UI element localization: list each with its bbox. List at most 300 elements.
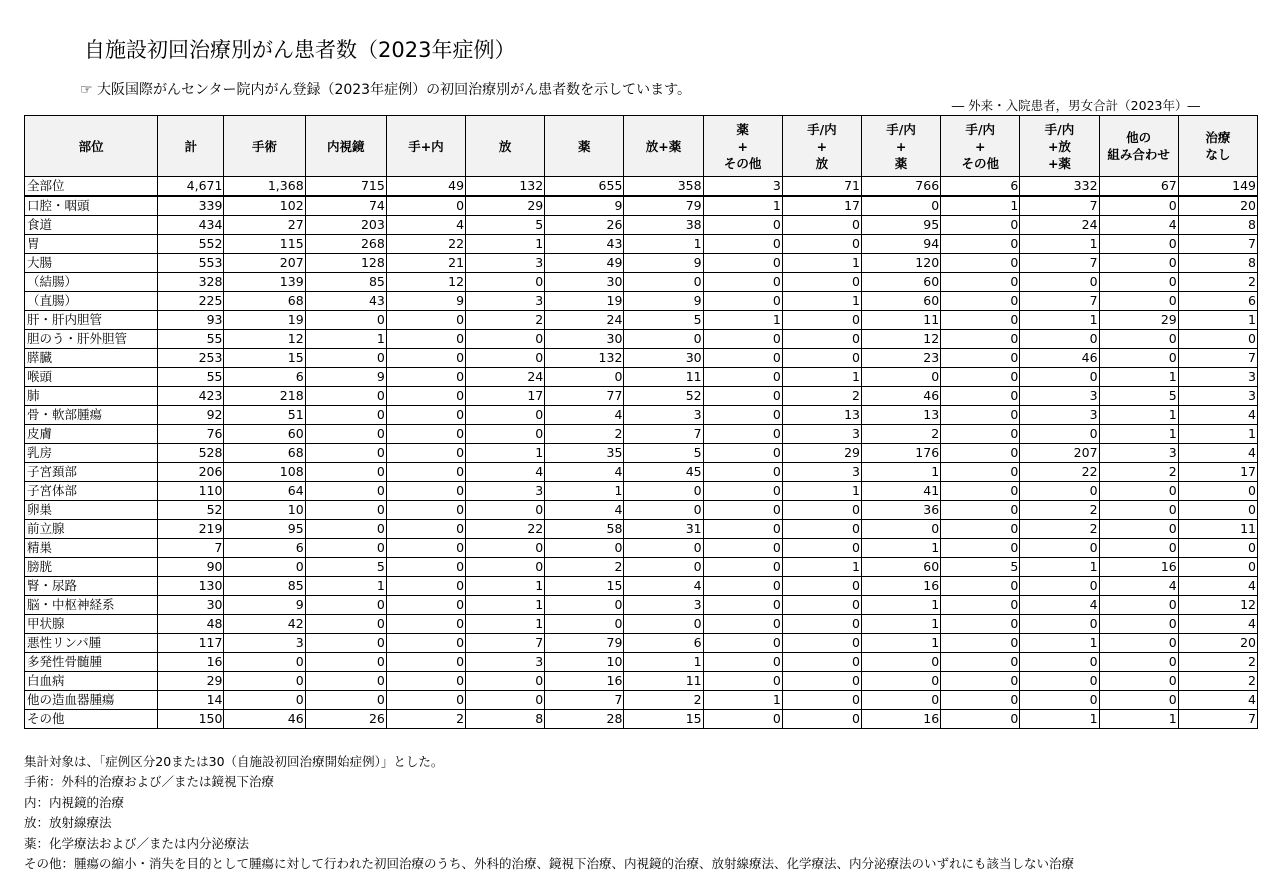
table-cell: 0	[703, 539, 782, 558]
table-cell: 11	[861, 311, 940, 330]
table-cell: 0	[466, 349, 545, 368]
table-cell: 0	[941, 292, 1020, 311]
table-cell: 0	[624, 539, 703, 558]
table-cell: 4	[624, 577, 703, 596]
table-cell: 0	[545, 615, 624, 634]
table-cell: 0	[703, 273, 782, 292]
table-cell: 16	[158, 653, 224, 672]
footnotes	[24, 752, 1074, 874]
table-cell: 0	[941, 254, 1020, 273]
table-cell: 0	[861, 368, 940, 387]
table-cell: 4	[1178, 406, 1257, 425]
table-cell: 1	[1178, 311, 1257, 330]
column-header: 放	[466, 116, 545, 177]
table-cell: 0	[386, 406, 465, 425]
table-row	[25, 196, 1258, 216]
table-cell: 0	[1099, 349, 1178, 368]
table-cell: 14	[158, 691, 224, 710]
table-cell: 0	[941, 235, 1020, 254]
table-cell: 0	[305, 596, 386, 615]
table-cell: 30	[545, 330, 624, 349]
table-cell: 0	[782, 634, 861, 653]
table-cell: 0	[703, 216, 782, 235]
table-cell: 1	[1178, 425, 1257, 444]
column-header: 治療 なし	[1178, 116, 1257, 177]
table-cell: 6	[941, 177, 1020, 197]
table-cell: 0	[305, 653, 386, 672]
table-cell: 0	[1099, 292, 1178, 311]
table-cell: 95	[861, 216, 940, 235]
table-cell: 0	[224, 653, 305, 672]
table-cell: 0	[386, 501, 465, 520]
table-cell: 60	[224, 425, 305, 444]
table-cell: 4	[1099, 216, 1178, 235]
table-cell: 3	[703, 177, 782, 197]
table-cell: 0	[782, 596, 861, 615]
table-cell: 0	[386, 311, 465, 330]
table-cell: 339	[158, 196, 224, 216]
table-cell: 0	[941, 387, 1020, 406]
table-cell: 6	[224, 539, 305, 558]
table-cell: 176	[861, 444, 940, 463]
table-cell: 434	[158, 216, 224, 235]
table-cell: 0	[782, 577, 861, 596]
table-cell: 6	[1178, 292, 1257, 311]
table-cell: 4	[1178, 444, 1257, 463]
table-cell: 7	[466, 634, 545, 653]
table-cell: 29	[158, 672, 224, 691]
table-cell: 7	[1178, 235, 1257, 254]
table-cell: 1	[941, 196, 1020, 216]
table-cell: 9	[305, 368, 386, 387]
column-header: 手/内 +放 +薬	[1020, 116, 1099, 177]
table-cell: 0	[1099, 330, 1178, 349]
table-cell: 1	[1099, 406, 1178, 425]
table-cell: 3	[1020, 406, 1099, 425]
table-body	[25, 177, 1258, 729]
table-cell: 0	[703, 653, 782, 672]
table-cell: 46	[1020, 349, 1099, 368]
table-cell: 12	[386, 273, 465, 292]
table-cell: 0	[1099, 273, 1178, 292]
table-cell: 0	[941, 482, 1020, 501]
table-cell: 0	[466, 425, 545, 444]
table-cell: 1	[624, 235, 703, 254]
table-cell: 4	[1178, 615, 1257, 634]
table-cell: 1	[861, 463, 940, 482]
table-cell: 0	[782, 235, 861, 254]
table-cell: 85	[305, 273, 386, 292]
table-cell: 0	[1099, 235, 1178, 254]
table-cell: 0	[1020, 653, 1099, 672]
table-cell: 52	[624, 387, 703, 406]
table-cell: 4	[1020, 596, 1099, 615]
table-cell: 2	[545, 425, 624, 444]
site-label: 前立腺	[25, 520, 158, 539]
table-cell: 20	[1178, 196, 1257, 216]
table-cell: 55	[158, 330, 224, 349]
site-label: （直腸）	[25, 292, 158, 311]
table-cell: 7	[1020, 254, 1099, 273]
table-cell: 1	[466, 615, 545, 634]
table-cell: 0	[703, 710, 782, 729]
table-cell: 1	[1020, 311, 1099, 330]
site-label: 胃	[25, 235, 158, 254]
table-cell: 42	[224, 615, 305, 634]
table-cell: 1	[782, 254, 861, 273]
table-cell: 13	[782, 406, 861, 425]
table-cell: 11	[624, 672, 703, 691]
table-row	[25, 235, 1258, 254]
table-cell: 4	[386, 216, 465, 235]
table-cell: 0	[624, 482, 703, 501]
table-cell: 1,368	[224, 177, 305, 197]
table-cell: 0	[941, 539, 1020, 558]
table-cell: 0	[941, 615, 1020, 634]
table-cell: 1	[624, 653, 703, 672]
table-cell: 0	[782, 330, 861, 349]
table-cell: 20	[1178, 634, 1257, 653]
table-cell: 0	[703, 558, 782, 577]
table-cell: 0	[1178, 482, 1257, 501]
table-cell: 0	[386, 463, 465, 482]
table-row	[25, 501, 1258, 520]
table-cell: 1	[466, 577, 545, 596]
table-row	[25, 539, 1258, 558]
table-cell: 30	[545, 273, 624, 292]
table-cell: 71	[782, 177, 861, 197]
table-cell: 68	[224, 292, 305, 311]
table-cell: 9	[624, 292, 703, 311]
table-cell: 0	[305, 691, 386, 710]
column-header: 手/内 + 放	[782, 116, 861, 177]
table-cell: 0	[386, 368, 465, 387]
column-header: 手/内 + 薬	[861, 116, 940, 177]
page-subtitle: ☞ 大阪国際がんセンター院内がん登録（2023年症例）の初回治療別がん患者数を示しています。	[80, 82, 691, 98]
table-cell: 16	[861, 710, 940, 729]
table-cell: 3	[466, 482, 545, 501]
table-cell: 29	[782, 444, 861, 463]
table-cell: 58	[545, 520, 624, 539]
table-cell: 1	[466, 235, 545, 254]
table-cell: 0	[466, 558, 545, 577]
table-cell: 0	[861, 653, 940, 672]
table-cell: 0	[941, 273, 1020, 292]
table-cell: 28	[545, 710, 624, 729]
table-row	[25, 387, 1258, 406]
table-cell: 24	[545, 311, 624, 330]
table-cell: 2	[1099, 463, 1178, 482]
table-cell: 1	[545, 482, 624, 501]
table-header-row	[25, 116, 1258, 177]
table-cell: 3	[1178, 368, 1257, 387]
table-cell: 0	[624, 558, 703, 577]
table-cell: 7	[1178, 710, 1257, 729]
table-cell: 0	[703, 235, 782, 254]
site-label: 食道	[25, 216, 158, 235]
table-cell: 553	[158, 254, 224, 273]
table-cell: 0	[624, 615, 703, 634]
table-cell: 132	[545, 349, 624, 368]
table-cell: 79	[624, 196, 703, 216]
table-cell: 55	[158, 368, 224, 387]
table-cell: 1	[1020, 558, 1099, 577]
table-cell: 7	[624, 425, 703, 444]
table-cell: 9	[224, 596, 305, 615]
table-cell: 0	[1099, 196, 1178, 216]
table-cell: 1	[1099, 368, 1178, 387]
site-label: 精巣	[25, 539, 158, 558]
table-cell: 0	[1178, 330, 1257, 349]
table-cell: 5	[466, 216, 545, 235]
table-cell: 0	[941, 596, 1020, 615]
table-cell: 0	[941, 463, 1020, 482]
table-cell: 23	[861, 349, 940, 368]
table-cell: 0	[941, 311, 1020, 330]
table-cell: 0	[941, 425, 1020, 444]
site-label: 子宮体部	[25, 482, 158, 501]
table-cell: 0	[305, 444, 386, 463]
table-cell: 0	[703, 254, 782, 273]
site-label: 肺	[25, 387, 158, 406]
table-row	[25, 292, 1258, 311]
table-cell: 10	[224, 501, 305, 520]
table-cell: 76	[158, 425, 224, 444]
table-cell: 16	[1099, 558, 1178, 577]
table-cell: 0	[466, 273, 545, 292]
table-cell: 0	[861, 520, 940, 539]
table-cell: 0	[941, 444, 1020, 463]
table-row	[25, 254, 1258, 273]
table-cell: 132	[466, 177, 545, 197]
footnote-line: 内：内視鏡的治療	[24, 794, 125, 810]
table-row	[25, 634, 1258, 653]
table-cell: 219	[158, 520, 224, 539]
table-cell: 5	[624, 444, 703, 463]
table-cell: 766	[861, 177, 940, 197]
table-cell: 43	[305, 292, 386, 311]
table-cell: 0	[305, 463, 386, 482]
table-cell: 0	[386, 349, 465, 368]
table-cell: 0	[782, 349, 861, 368]
column-header: 部位	[25, 116, 158, 177]
table-cell: 67	[1099, 177, 1178, 197]
site-label: 胆のう・肝外胆管	[25, 330, 158, 349]
table-cell: 41	[861, 482, 940, 501]
table-cell: 13	[861, 406, 940, 425]
table-cell: 60	[861, 292, 940, 311]
table-cell: 0	[782, 615, 861, 634]
table-cell: 2	[1020, 520, 1099, 539]
table-cell: 27	[224, 216, 305, 235]
table-cell: 9	[624, 254, 703, 273]
table-cell: 0	[1178, 501, 1257, 520]
table-row	[25, 463, 1258, 482]
table-cell: 1	[782, 482, 861, 501]
table-cell: 0	[305, 539, 386, 558]
table-cell: 0	[782, 653, 861, 672]
table-cell: 16	[861, 577, 940, 596]
table-cell: 0	[305, 520, 386, 539]
table-cell: 4	[545, 501, 624, 520]
table-cell: 0	[386, 482, 465, 501]
table-cell: 3	[782, 425, 861, 444]
table-cell: 0	[224, 691, 305, 710]
table-cell: 0	[624, 330, 703, 349]
table-cell: 0	[386, 558, 465, 577]
table-cell: 9	[545, 196, 624, 216]
table-cell: 79	[545, 634, 624, 653]
site-label: 甲状腺	[25, 615, 158, 634]
table-cell: 0	[224, 558, 305, 577]
table-cell: 4	[1178, 691, 1257, 710]
table-row	[25, 216, 1258, 235]
table-cell: 0	[466, 539, 545, 558]
site-label: 子宮頚部	[25, 463, 158, 482]
table-cell: 0	[703, 349, 782, 368]
table-cell: 0	[941, 330, 1020, 349]
table-cell: 0	[386, 425, 465, 444]
table-cell: 206	[158, 463, 224, 482]
table-cell: 0	[703, 444, 782, 463]
site-label: 腎・尿路	[25, 577, 158, 596]
table-cell: 5	[305, 558, 386, 577]
table-cell: 0	[305, 482, 386, 501]
table-cell: 85	[224, 577, 305, 596]
table-cell: 0	[305, 425, 386, 444]
table-cell: 0	[545, 368, 624, 387]
table-cell: 0	[466, 691, 545, 710]
table-cell: 2	[466, 311, 545, 330]
table-cell: 22	[386, 235, 465, 254]
table-cell: 0	[1099, 596, 1178, 615]
table-cell: 0	[1020, 577, 1099, 596]
table-cell: 0	[703, 368, 782, 387]
table-cell: 1	[466, 444, 545, 463]
table-cell: 0	[1099, 615, 1178, 634]
table-cell: 3	[1099, 444, 1178, 463]
table-cell: 0	[782, 672, 861, 691]
table-cell: 0	[1099, 501, 1178, 520]
table-cell: 2	[1178, 653, 1257, 672]
table-cell: 0	[386, 634, 465, 653]
table-cell: 6	[224, 368, 305, 387]
table-cell: 8	[466, 710, 545, 729]
table-cell: 0	[386, 577, 465, 596]
table-cell: 1	[1099, 710, 1178, 729]
table-row	[25, 406, 1258, 425]
table-cell: 1	[466, 596, 545, 615]
table-row	[25, 444, 1258, 463]
column-header: 薬 + その他	[703, 116, 782, 177]
table-cell: 3	[466, 254, 545, 273]
table-cell: 218	[224, 387, 305, 406]
table-cell: 11	[624, 368, 703, 387]
table-cell: 1	[782, 292, 861, 311]
table-cell: 207	[224, 254, 305, 273]
table-cell: 0	[782, 691, 861, 710]
table-cell: 423	[158, 387, 224, 406]
table-cell: 51	[224, 406, 305, 425]
table-cell: 0	[386, 615, 465, 634]
table-cell: 0	[305, 406, 386, 425]
table-cell: 0	[624, 501, 703, 520]
table-cell: 2	[545, 558, 624, 577]
table-row	[25, 653, 1258, 672]
table-cell: 0	[782, 311, 861, 330]
table-cell: 203	[305, 216, 386, 235]
table-cell: 0	[1099, 539, 1178, 558]
table-cell: 0	[386, 444, 465, 463]
table-row	[25, 691, 1258, 710]
table-cell: 0	[386, 596, 465, 615]
table-cell: 1	[703, 196, 782, 216]
table-cell: 128	[305, 254, 386, 273]
table-cell: 139	[224, 273, 305, 292]
table-cell: 0	[941, 406, 1020, 425]
table-cell: 0	[861, 196, 940, 216]
table-cell: 0	[386, 691, 465, 710]
table-cell: 0	[305, 615, 386, 634]
table-cell: 0	[703, 577, 782, 596]
table-cell: 117	[158, 634, 224, 653]
table-cell: 4	[466, 463, 545, 482]
table-row	[25, 596, 1258, 615]
page-title: 自施設初回治療別がん患者数（2023年症例）	[84, 38, 516, 62]
table-cell: 4	[545, 463, 624, 482]
table-cell: 4	[1099, 577, 1178, 596]
table-cell: 12	[861, 330, 940, 349]
table-cell: 0	[703, 634, 782, 653]
column-header: 手+内	[386, 116, 465, 177]
site-label: その他	[25, 710, 158, 729]
table-row	[25, 482, 1258, 501]
table-cell: 3	[466, 653, 545, 672]
table-cell: 225	[158, 292, 224, 311]
table-cell: 0	[466, 672, 545, 691]
table-cell: 7	[1178, 349, 1257, 368]
table-cell: 11	[1178, 520, 1257, 539]
table-cell: 2	[624, 691, 703, 710]
site-label: 皮膚	[25, 425, 158, 444]
table-cell: 6	[624, 634, 703, 653]
table-cell: 15	[545, 577, 624, 596]
table-cell: 0	[703, 292, 782, 311]
column-header: 手/内 + その他	[941, 116, 1020, 177]
site-label: 白血病	[25, 672, 158, 691]
table-cell: 0	[703, 520, 782, 539]
table-row	[25, 672, 1258, 691]
table-cell: 17	[466, 387, 545, 406]
table-cell: 0	[386, 520, 465, 539]
table-cell: 94	[861, 235, 940, 254]
table-row	[25, 577, 1258, 596]
table-cell: 0	[782, 710, 861, 729]
table-cell: 1	[861, 539, 940, 558]
table-cell: 0	[782, 273, 861, 292]
column-header: 他の 組み合わせ	[1099, 116, 1178, 177]
table-cell: 22	[466, 520, 545, 539]
table-cell: 0	[624, 273, 703, 292]
table-cell: 0	[305, 501, 386, 520]
table-row	[25, 558, 1258, 577]
table-row	[25, 615, 1258, 634]
table-cell: 0	[1020, 330, 1099, 349]
table-cell: 15	[224, 349, 305, 368]
table-cell: 24	[1020, 216, 1099, 235]
table-cell: 3	[224, 634, 305, 653]
table-cell: 1	[861, 634, 940, 653]
